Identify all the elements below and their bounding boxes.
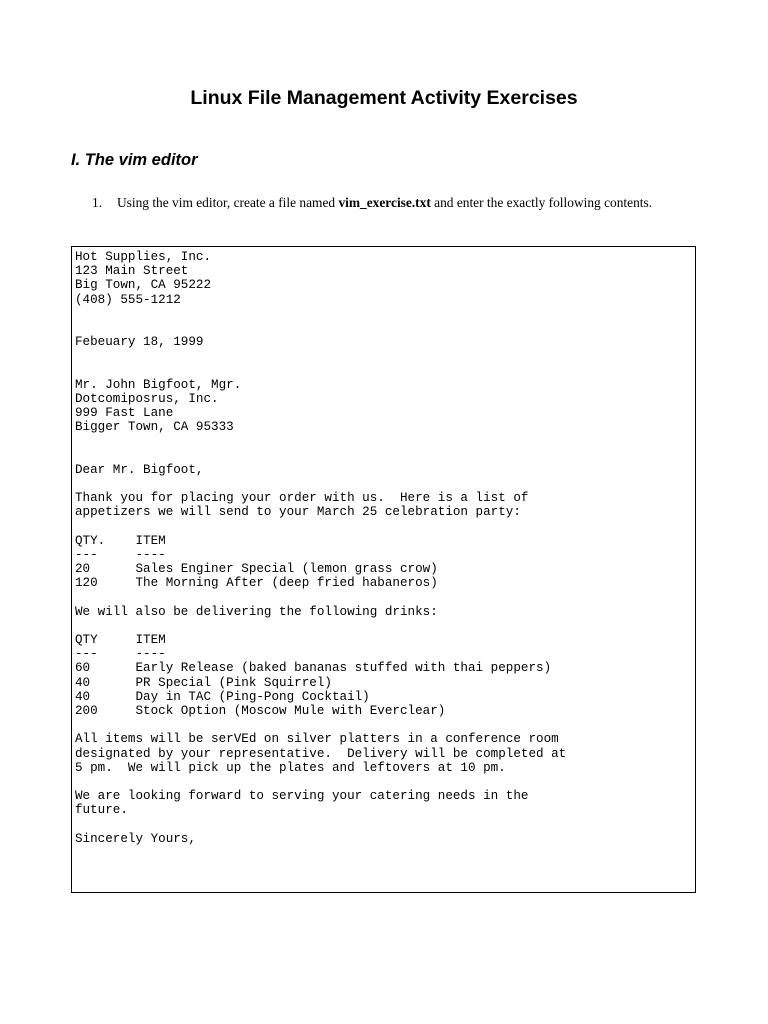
instruction-text-after: and enter the exactly following contents. xyxy=(430,195,653,210)
file-content-line: future. xyxy=(75,803,128,818)
file-content-line xyxy=(75,364,695,378)
file-content-line xyxy=(75,818,695,832)
instruction-item xyxy=(92,194,682,213)
file-content-line: Bigger Town, CA 95333 xyxy=(75,420,234,435)
instruction-text-before: Using the vim editor, create a file named xyxy=(117,195,339,210)
file-content-line: Thank you for placing your order with us. Here is a list of xyxy=(75,491,529,506)
file-content-line: Mr. John Bigfoot, Mgr. xyxy=(75,377,242,392)
file-content-line xyxy=(75,619,695,633)
file-content-line: --- ---- xyxy=(75,547,166,562)
list-number: 1. xyxy=(92,195,103,210)
file-content-line: Dotcomiposrus, Inc. xyxy=(75,391,219,406)
section-heading: I. The vim editor xyxy=(71,151,198,169)
file-content-line: Sincerely Yours, xyxy=(75,831,196,846)
page-title: Linux File Management Activity Exercises xyxy=(190,87,578,109)
file-contents-box xyxy=(71,246,696,893)
file-content-line xyxy=(75,718,695,732)
file-content-line xyxy=(75,321,695,335)
file-content-line: All items will be serVEd on silver platters in a conference room xyxy=(75,732,559,747)
file-content-line xyxy=(75,307,695,321)
file-content-line: Febeuary 18, 1999 xyxy=(75,335,204,350)
file-content-line xyxy=(75,449,695,463)
file-content-line: appetizers we will send to your March 25 celebration party: xyxy=(75,505,521,520)
file-content-line: 120 The Morning After (deep fried habaneros) xyxy=(75,576,438,591)
instruction-text xyxy=(117,194,682,213)
file-content-line: QTY. ITEM xyxy=(75,533,166,548)
file-content-line: 200 Stock Option (Moscow Mule with Everclear) xyxy=(75,704,446,718)
file-content-line: QTY ITEM xyxy=(75,633,166,648)
file-content-line: 40 Day in TAC (Ping-Pong Cocktail) xyxy=(75,689,370,704)
file-content-line: --- ---- xyxy=(75,647,166,662)
file-content-line: 40 PR Special (Pink Squirrel) xyxy=(75,675,332,690)
file-content-line: 123 Main Street xyxy=(75,264,189,279)
file-content-line: Hot Supplies, Inc. xyxy=(75,250,212,264)
file-content-line: Big Town, CA 95222 xyxy=(75,278,212,293)
file-content-line xyxy=(75,434,695,448)
file-content-line xyxy=(75,520,695,534)
file-content-line: 60 Early Release (baked bananas stuffed with thai peppers) xyxy=(75,661,552,676)
file-content-line xyxy=(75,591,695,605)
file-content-line: (408) 555-1212 xyxy=(75,292,181,307)
file-content-line: We will also be delivering the following drinks: xyxy=(75,604,438,619)
file-content-line: designated by your representative. Delivery will be completed at xyxy=(75,746,567,761)
file-content-line: We are looking forward to serving your catering needs in the xyxy=(75,789,529,804)
file-content-line: 5 pm. We will pick up the plates and leftovers at 10 pm. xyxy=(75,760,506,775)
file-content-line: 999 Fast Lane xyxy=(75,406,174,421)
file-content-line xyxy=(75,349,695,363)
file-content-line: Dear Mr. Bigfoot, xyxy=(75,462,204,477)
file-content-line xyxy=(75,477,695,491)
file-content-line xyxy=(75,775,695,789)
filename: vim_exercise.txt xyxy=(338,195,431,210)
file-content-line: 20 Sales Enginer Special (lemon grass crow) xyxy=(75,562,438,577)
